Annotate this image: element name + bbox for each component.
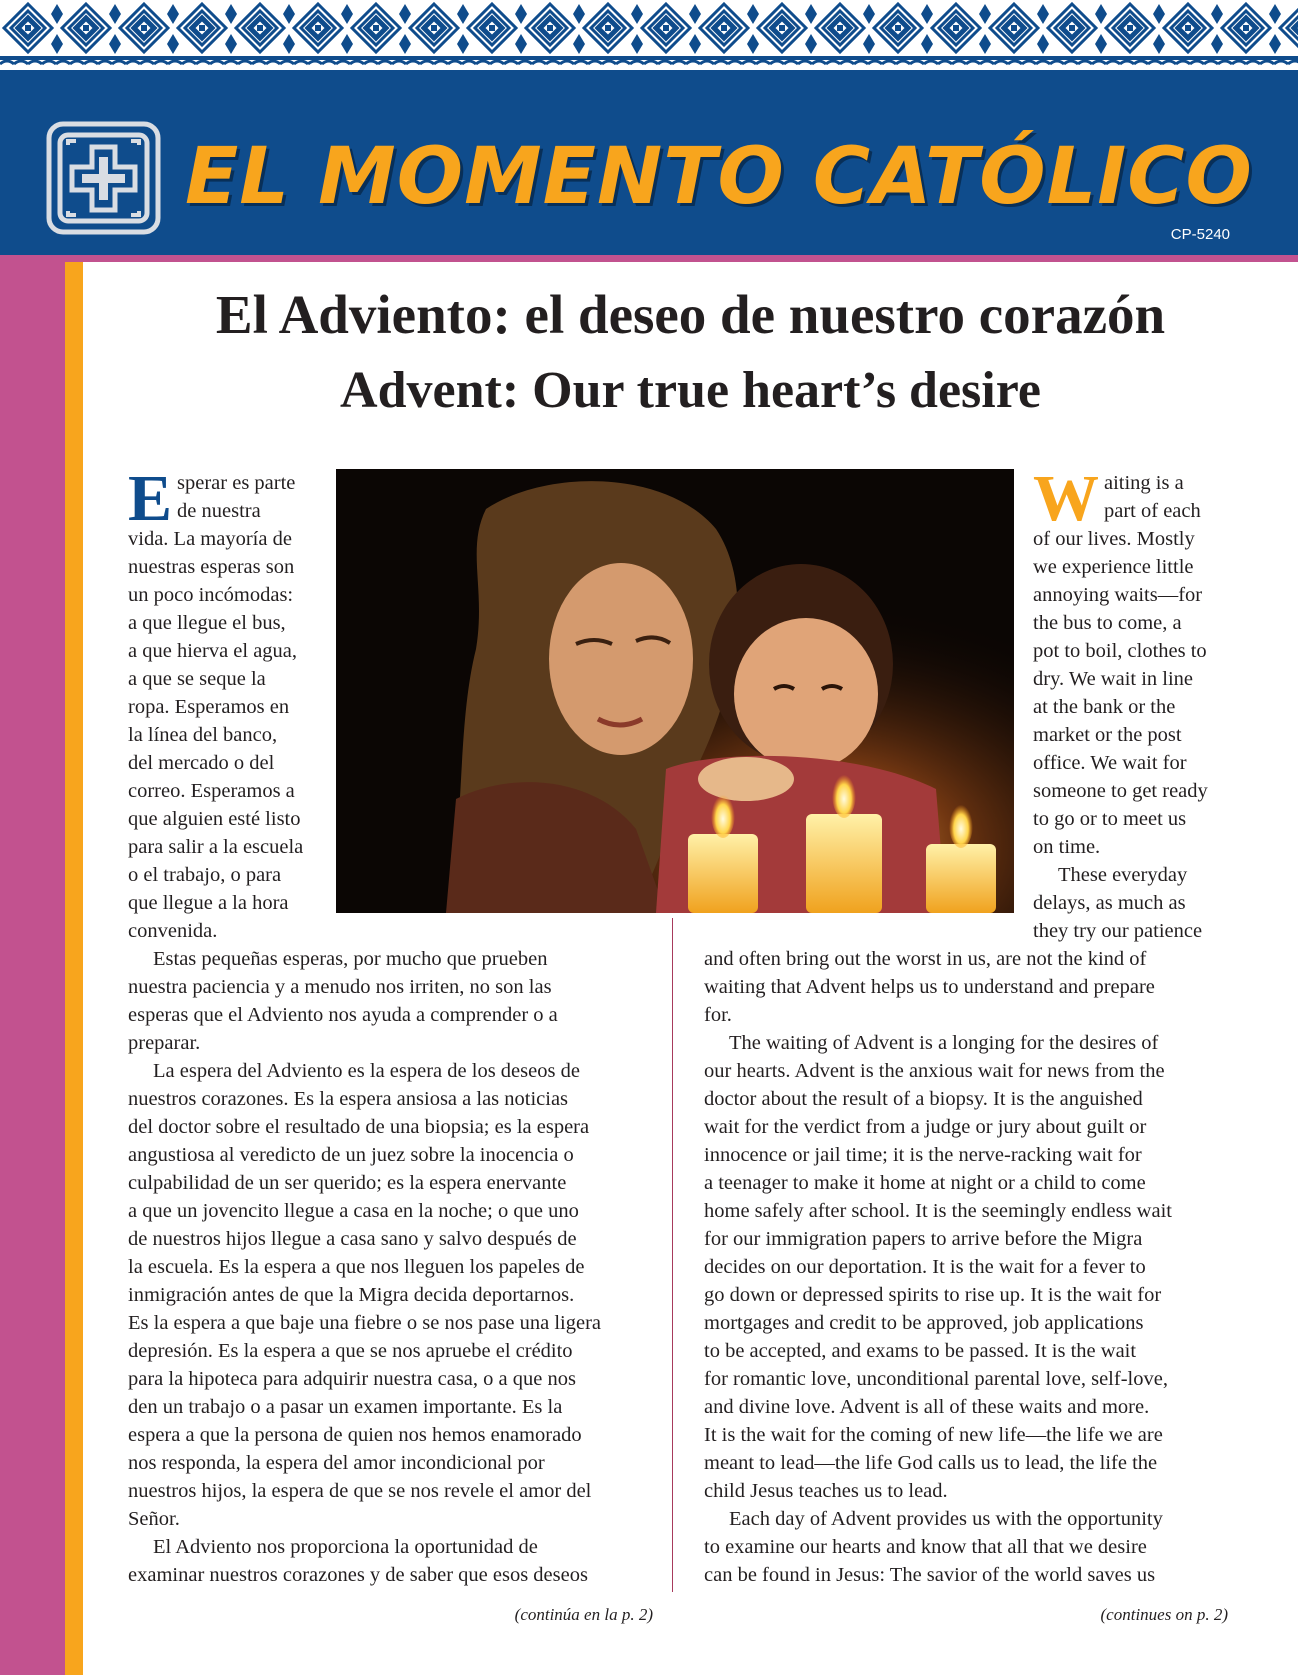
english-intro-text	[1033, 462, 1273, 945]
cross-emblem-icon	[46, 121, 161, 235]
text-line: esperas que el Adviento nos ayuda a comprender o a	[128, 1004, 558, 1026]
masthead	[0, 70, 1298, 255]
text-line: part of each	[1104, 500, 1201, 522]
text-line: El Adviento nos proporciona la oportunidad de	[153, 1536, 538, 1558]
text-line: waiting that Advent helps us to understand and prepare	[704, 976, 1155, 998]
text-line: for romantic love, unconditional parental love, self-love,	[704, 1368, 1168, 1390]
text-line: Señor.	[128, 1508, 180, 1530]
text-line: mortgages and credit to be approved, job applications	[704, 1312, 1144, 1334]
text-line: la escuela. Es la espera a que nos lleguen los papeles de	[128, 1256, 585, 1278]
text-line: Each day of Advent provides us with the opportunity	[729, 1508, 1163, 1530]
text-line: delays, as much as	[1033, 892, 1186, 914]
text-line: culpabilidad de un ser querido; es la espera enervante	[128, 1172, 567, 1194]
text-line: a que un jovencito llegue a casa en la noche; o que uno	[128, 1200, 579, 1222]
text-line: pot to boil, clothes to	[1033, 640, 1207, 662]
text-line: nuestros hijos, la espera de que se nos revele el amor del	[128, 1480, 592, 1502]
text-line: market or the post	[1033, 724, 1182, 746]
text-line: angustiosa al veredicto de un juez sobre la inocencia o	[128, 1144, 574, 1166]
text-line: These everyday	[1058, 864, 1188, 886]
side-bar-gold	[65, 262, 83, 1675]
masthead-title: EL MOMENTO CATÓLICO	[185, 132, 1253, 222]
text-line: to examine our hearts and know that all that we desire	[704, 1536, 1147, 1558]
text-line: nuestra paciencia y a menudo nos irriten, no son las	[128, 976, 552, 998]
text-line: The waiting of Advent is a longing for the desires of	[729, 1032, 1159, 1054]
text-line: nuestros corazones. Es la espera ansiosa a las noticias	[128, 1088, 569, 1110]
text-line: go down or depressed spirits to rise up. It is the wait for	[704, 1284, 1162, 1306]
headline-spanish: El Adviento: el deseo de nuestro corazón	[215, 284, 1166, 345]
dropcap-english: W	[1033, 462, 1099, 535]
text-line: nos responda, la espera del amor incondicional por	[128, 1452, 545, 1474]
text-line: vida. La mayoría de	[128, 528, 292, 550]
mother-child-candles-photo	[336, 469, 1014, 913]
column-divider	[672, 918, 673, 1592]
text-line: a que hierva el agua,	[128, 640, 298, 662]
text-line: on time.	[1033, 836, 1101, 858]
text-line: den un trabajo o a pasar un examen importante. Es la	[128, 1396, 563, 1418]
spanish-body-text	[128, 945, 658, 1589]
text-line: del mercado o del	[128, 752, 275, 774]
text-line: correo. Esperamos a	[128, 780, 295, 802]
text-line: preparar.	[128, 1032, 201, 1054]
text-line: and divine love. Advent is all of these waits and more.	[704, 1396, 1150, 1418]
text-line: It is the wait for the coming of new life—the life we are	[704, 1424, 1163, 1446]
text-line: Es la espera a que baje una fiebre o se nos pase una ligera	[128, 1312, 602, 1334]
side-bar-pink	[0, 255, 65, 1675]
text-line: child Jesus teaches us to lead.	[704, 1480, 948, 1502]
spanish-intro-text	[128, 462, 328, 945]
text-line: to be accepted, and exams to be passed. It is the wait	[704, 1340, 1137, 1362]
text-line: o el trabajo, o para	[128, 864, 282, 886]
text-line: dry. We wait in line	[1033, 668, 1194, 690]
text-line: meant to lead—the life God calls us to lead, the life the	[704, 1452, 1158, 1474]
text-line: de nuestros hijos llegue a casa sano y salvo después de	[128, 1228, 577, 1250]
text-line: can be found in Jesus: The savior of the world saves us	[704, 1564, 1156, 1586]
text-line: a que llegue el bus,	[128, 612, 286, 634]
text-line: a teenager to make it home at night or a child to come	[704, 1172, 1146, 1194]
text-line: depresión. Es la espera a que se nos apruebe el crédito	[128, 1340, 573, 1362]
text-line: at the bank or the	[1033, 696, 1176, 718]
text-line: of our lives. Mostly	[1033, 528, 1195, 550]
continued-note-english: (continues on p. 2)	[1100, 1605, 1228, 1624]
decorative-pattern-border	[0, 0, 1298, 70]
text-line: que llegue a la hora	[128, 892, 289, 914]
headline-english: Advent: Our true heart’s desire	[340, 362, 1041, 419]
text-line: del doctor sobre el resultado de una biopsia; es la espera	[128, 1116, 590, 1138]
text-line: innocence or jail time; it is the nerve-racking wait for	[704, 1144, 1142, 1166]
text-line: a que se seque la	[128, 668, 266, 690]
text-line: La espera del Adviento es la espera de los deseos de	[153, 1060, 580, 1082]
english-body-text	[704, 945, 1244, 1589]
issue-code: CP-5240	[1170, 226, 1230, 243]
text-line: we experience little	[1033, 556, 1194, 578]
text-line: doctor about the result of a biopsy. It is the anguished	[704, 1088, 1143, 1110]
text-line: la línea del banco,	[128, 724, 278, 746]
text-line: to go or to meet us	[1033, 808, 1187, 830]
text-line: examinar nuestros corazones y de saber que esos deseos	[128, 1564, 588, 1586]
text-line: para la hipoteca para adquirir nuestra casa, o a que nos	[128, 1368, 576, 1390]
text-line: convenida.	[128, 920, 218, 942]
text-line: espera a que la persona de quien nos hemos enamorado	[128, 1424, 582, 1446]
text-line: our hearts. Advent is the anxious wait for news from the	[704, 1060, 1165, 1082]
text-line: ropa. Esperamos en	[128, 696, 290, 718]
text-line: decides on our deportation. It is the wait for a fever to	[704, 1256, 1146, 1278]
accent-rule	[0, 255, 1298, 262]
text-line: home safely after school. It is the seemingly endless wait	[704, 1200, 1172, 1222]
text-line: wait for the verdict from a judge or jury about guilt or	[704, 1116, 1147, 1138]
text-line: and often bring out the worst in us, are not the kind of	[704, 948, 1147, 970]
text-line: inmigración antes de que la Migra decida deportarnos.	[128, 1284, 575, 1306]
text-line: Estas pequeñas esperas, por mucho que prueben	[153, 948, 548, 970]
text-line: for our immigration papers to arrive before the Migra	[704, 1228, 1143, 1250]
text-line: de nuestra	[177, 500, 261, 522]
text-line: the bus to come, a	[1033, 612, 1182, 634]
text-line: someone to get ready	[1033, 780, 1208, 802]
text-line: office. We wait for	[1033, 752, 1187, 774]
text-line: sperar es parte	[177, 472, 296, 494]
text-line: they try our patience	[1033, 920, 1203, 942]
text-line: que alguien esté listo	[128, 808, 301, 830]
text-line: un poco incómodas:	[128, 584, 294, 606]
text-line: aiting is a	[1104, 472, 1184, 494]
text-line: nuestras esperas son	[128, 556, 295, 578]
text-line: for.	[704, 1004, 732, 1026]
text-line: annoying waits—for	[1033, 584, 1203, 606]
text-line: para salir a la escuela	[128, 836, 304, 858]
continued-note-spanish: (continúa en la p. 2)	[514, 1605, 653, 1624]
dropcap-spanish: E	[128, 462, 173, 535]
